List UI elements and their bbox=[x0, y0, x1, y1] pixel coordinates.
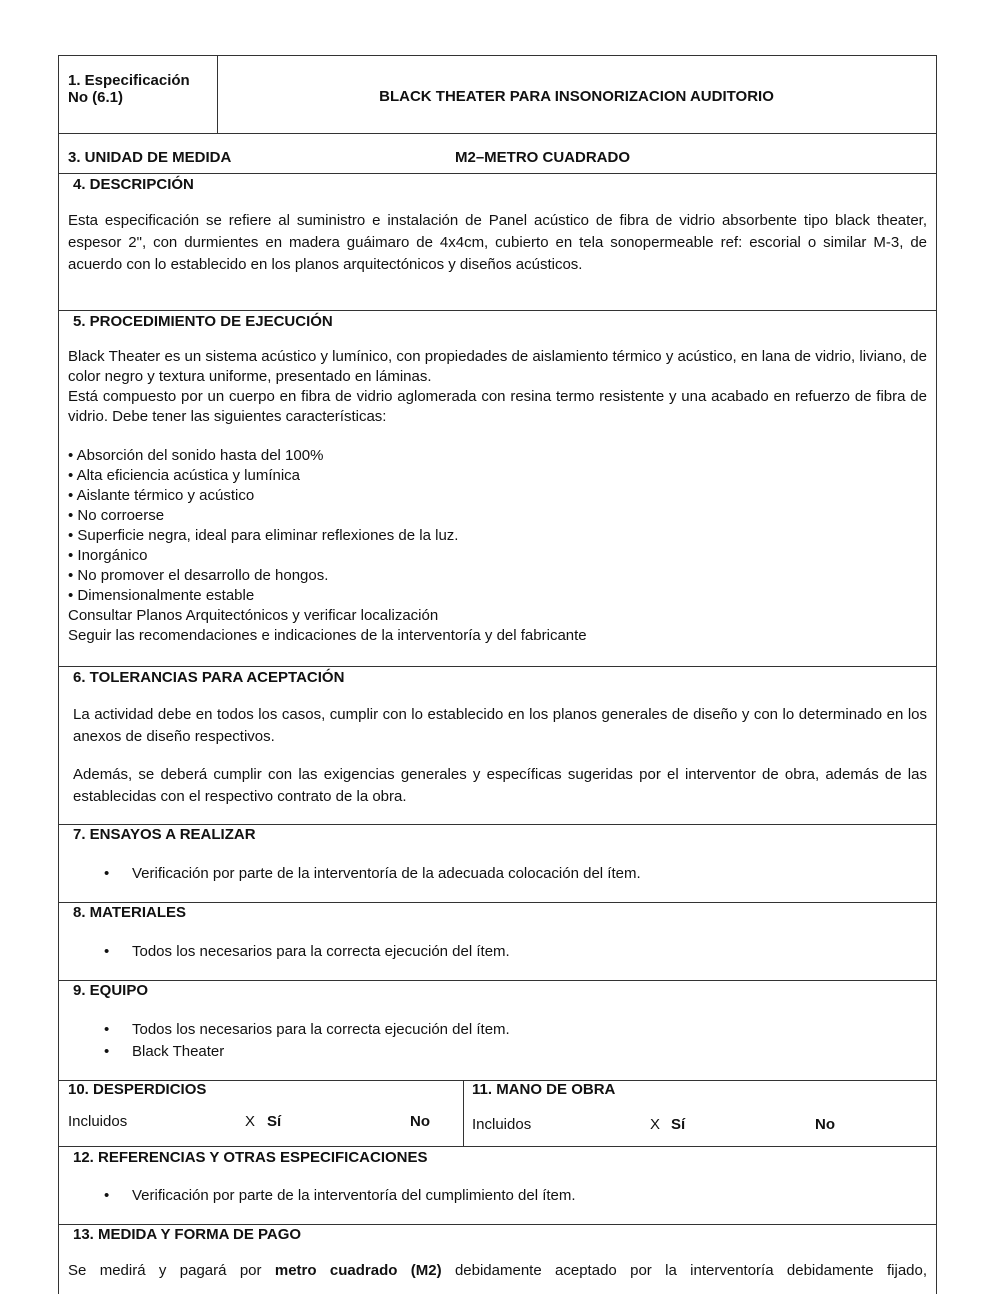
payment-text bbox=[68, 1260, 927, 1282]
spec-label-line1: 1. Especificación bbox=[68, 72, 190, 89]
section-equipment bbox=[59, 981, 936, 1081]
description-text: Esta especificación se refiere al suministro e instalación de Panel acústico de fibra de vidrio absorbente tipo black theater, espesor 2", con durmientes en madera guáimaro de 4x4cm, cubierto en tela sonopermeable ref: escorial o similar M-3, de acuerdo con lo establecido en los planos arquitectónicos y diseños acústicos. bbox=[68, 212, 927, 273]
waste-yes: Sí bbox=[267, 1113, 282, 1130]
section-tests bbox=[59, 825, 936, 903]
section-unit bbox=[59, 134, 936, 174]
bullet-item: • Verificación por parte de la interventoría del cumplimiento del ítem. bbox=[104, 1185, 576, 1207]
equipment-list bbox=[104, 1019, 510, 1063]
section-tolerances bbox=[59, 667, 936, 825]
bullet-item: • Todos los necesarios para la correcta ejecución del ítem. bbox=[104, 941, 510, 963]
description-heading: 4. DESCRIPCIÓN bbox=[73, 176, 194, 193]
feature-item: • Superficie negra, ideal para eliminar reflexiones de la luz. bbox=[68, 527, 459, 544]
procedure-para1: Black Theater es un sistema acústico y lumínico, con propiedades de aislamiento térmico y acústico, en lana de vidrio, liviano, de color negro y textura uniforme, presentado en láminas. bbox=[68, 348, 927, 385]
section-references bbox=[59, 1147, 936, 1225]
references-heading: 12. REFERENCIAS Y OTRAS ESPECIFICACIONES bbox=[73, 1149, 428, 1166]
procedure-heading: 5. PROCEDIMIENTO DE EJECUCIÓN bbox=[73, 313, 333, 330]
feature-item: • No promover el desarrollo de hongos. bbox=[68, 567, 329, 584]
bullet-item: • Todos los necesarios para la correcta ejecución del ítem. bbox=[104, 1019, 510, 1041]
section-payment bbox=[59, 1225, 936, 1294]
labor-label: Incluidos bbox=[472, 1116, 532, 1133]
tests-list bbox=[104, 863, 641, 885]
materials-list bbox=[104, 941, 510, 963]
spec-number-label bbox=[68, 72, 190, 106]
feature-item: • Dimensionalmente estable bbox=[68, 587, 255, 604]
labor-check-mark: X bbox=[650, 1116, 661, 1133]
labor-yes: Sí bbox=[671, 1116, 686, 1133]
materials-heading: 8. MATERIALES bbox=[73, 904, 187, 921]
bullet-item: • Black Theater bbox=[104, 1041, 510, 1063]
section-procedure bbox=[59, 311, 936, 667]
feature-item: • Aislante térmico y acústico bbox=[68, 487, 255, 504]
feature-item: • Absorción del sonido hasta del 100% bbox=[68, 447, 324, 464]
spec-title: BLACK THEATER PARA INSONORIZACION AUDITORIO bbox=[379, 88, 774, 105]
references-list bbox=[104, 1185, 576, 1207]
procedure-para2: Está compuesto por un cuerpo en fibra de vidrio aglomerada con resina termo resistente y una acabado en refuerzo de fibra de vidrio. Debe tener las siguientes características: bbox=[68, 388, 927, 425]
features-list bbox=[68, 446, 587, 646]
payment-text-end: debidamente aceptado por la interventoría debidamente fijado, bbox=[441, 1262, 928, 1279]
spec-sheet bbox=[58, 55, 937, 1294]
section-waste-labor bbox=[59, 1081, 936, 1147]
bullet-item: • Verificación por parte de la interventoría de la adecuada colocación del ítem. bbox=[104, 863, 641, 885]
procedure-note: Seguir las recomendaciones e indicaciones de la interventoría y del fabricante bbox=[68, 627, 587, 644]
equipment-heading: 9. EQUIPO bbox=[73, 982, 149, 999]
unit-value: M2–METRO CUADRADO bbox=[455, 149, 631, 166]
procedure-note: Consultar Planos Arquitectónicos y verificar localización bbox=[68, 607, 439, 624]
payment-text-start: Se medirá y pagará por bbox=[68, 1262, 275, 1279]
feature-item: • Inorgánico bbox=[68, 547, 148, 564]
tolerances-para1: La actividad debe en todos los casos, cumplir con lo establecido en los planos generales de diseño y con lo determinado en los anexos de diseño respectivos. bbox=[73, 706, 927, 745]
tolerances-heading: 6. TOLERANCIAS PARA ACEPTACIÓN bbox=[73, 669, 345, 686]
payment-heading: 13. MEDIDA Y FORMA DE PAGO bbox=[73, 1226, 302, 1243]
labor-heading: 11. MANO DE OBRA bbox=[472, 1081, 616, 1098]
waste-check-mark: X bbox=[245, 1113, 256, 1130]
spec-label-line2: No (6.1) bbox=[68, 89, 124, 106]
waste-label: Incluidos bbox=[68, 1113, 128, 1130]
waste-heading: 10. DESPERDICIOS bbox=[68, 1081, 207, 1098]
feature-item: • Alta eficiencia acústica y lumínica bbox=[68, 467, 301, 484]
section-description bbox=[59, 174, 936, 311]
tolerances-para2: Además, se deberá cumplir con las exigencias generales y específicas sugeridas por el interventor de obra, además de las establecidas con el respectivo contrato de la obra. bbox=[73, 766, 927, 805]
unit-label: 3. UNIDAD DE MEDIDA bbox=[68, 149, 232, 166]
feature-item: • No corroerse bbox=[68, 507, 165, 524]
tests-heading: 7. ENSAYOS A REALIZAR bbox=[73, 826, 256, 843]
section-materials bbox=[59, 903, 936, 981]
divider bbox=[463, 1081, 464, 1146]
waste-no: No bbox=[410, 1113, 430, 1130]
section-specification bbox=[59, 56, 936, 134]
payment-unit: metro cuadrado (M2) bbox=[274, 1262, 442, 1279]
labor-no: No bbox=[815, 1116, 835, 1133]
